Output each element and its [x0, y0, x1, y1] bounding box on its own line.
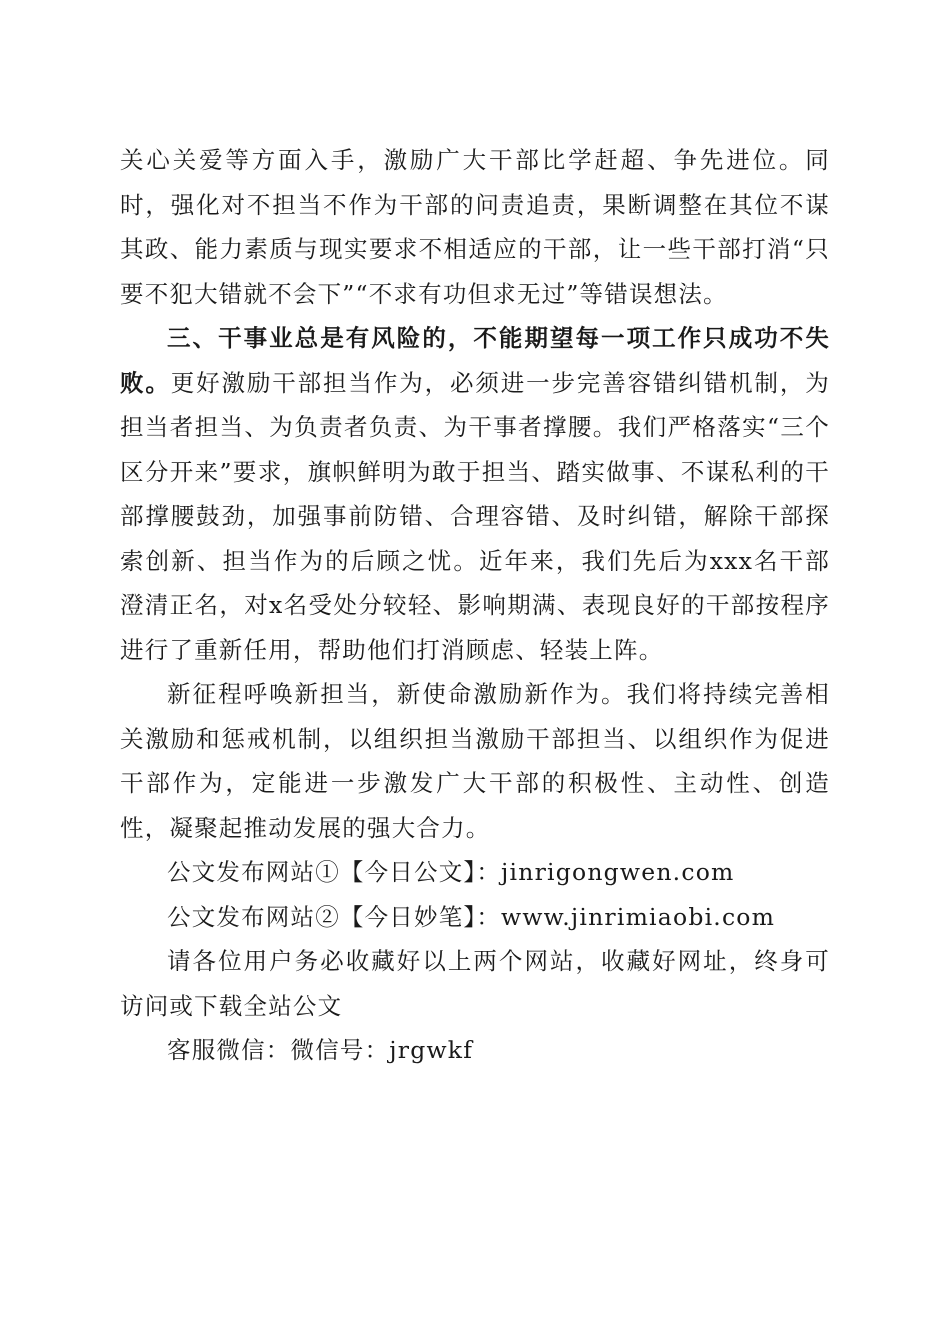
wechat-contact: 客服微信：微信号：jrgwkf	[167, 1036, 474, 1064]
document-body	[120, 138, 830, 1073]
conclusion-paragraph: 新征程呼唤新担当，新使命激励新作为。我们将持续完善相关激励和惩戒机制，以组织担当激励干部担当、以组织作为促进干部作为，定能进一步激发广大干部的积极性、主动性、创造性，凝聚起推动发展的强大合力。	[120, 680, 830, 842]
site-link-1: 公文发布网站①【今日公文】：jinrigongwen.com	[167, 858, 735, 886]
bookmark-notice: 请各位用户务必收藏好以上两个网站，收藏好网址，终身可访问或下载全站公文	[120, 947, 830, 1020]
section-3-body: 更好激励干部担当作为，必须进一步完善容错纠错机制，为担当者担当、为负责者负责、为干事者撑腰。我们严格落实“三个区分开来”要求，旗帜鲜明为敢于担当、踏实做事、不谋私利的干部撑腰鼓劲，加强事前防错、合理容错、及时纠错，解除干部探索创新、担当作为的后顾之忧。近年来，我们先后为xxx名干部澄清正名，对x名受处分较轻、影响期满、表现良好的干部按程序进行了重新任用，帮助他们打消顾虑、轻装上阵。	[120, 368, 830, 664]
site-link-2: 公文发布网站②【今日妙笔】：www.jinrimiaobi.com	[167, 902, 776, 931]
section-3-heading: 三、干事业总是有风险的，不能期望每一项工作只成功不失败。	[120, 324, 830, 397]
section-3-paragraph	[120, 316, 830, 672]
paragraph-continuation: 关心关爱等方面入手，激励广大干部比学赶超、争先进位。同时，强化对不担当不作为干部的问责追责，果断调整在其位不谋其政、能力素质与现实要求不相适应的干部，让一些干部打消“只要不犯大错就不会下”“不求有功但求无过”等错误想法。	[120, 146, 830, 308]
